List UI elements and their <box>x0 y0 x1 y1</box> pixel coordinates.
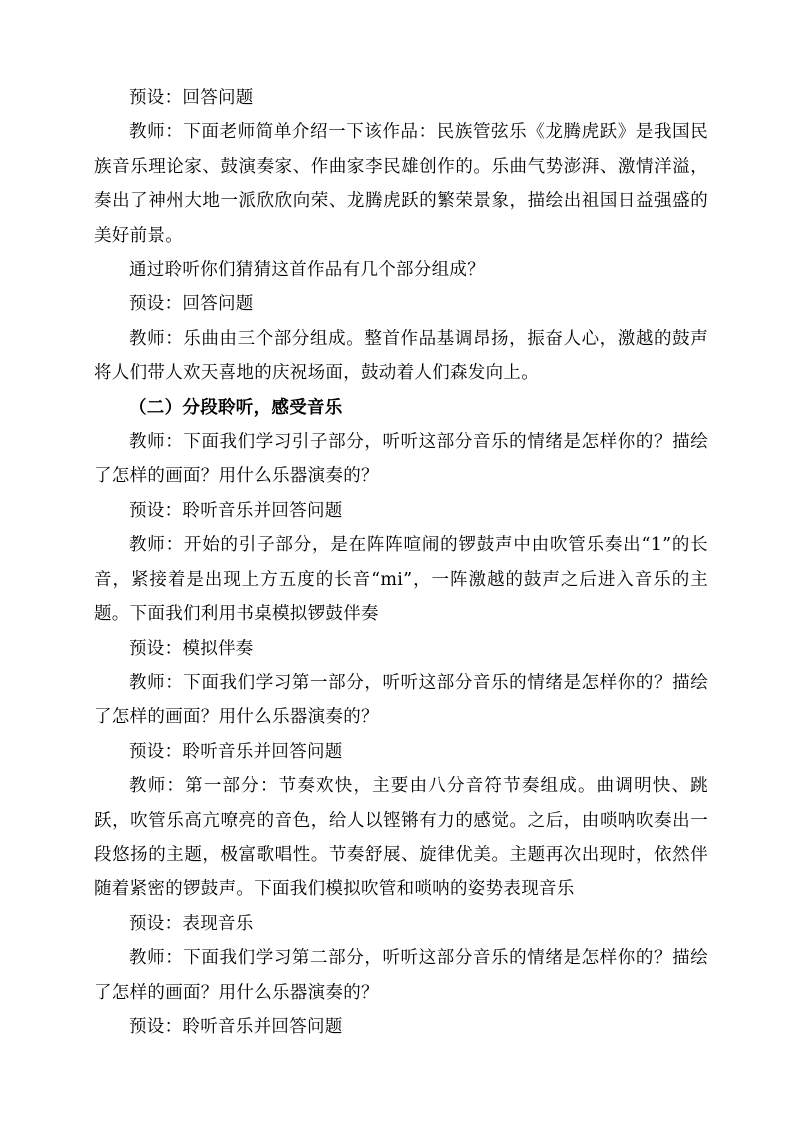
paragraph-guess-question: 通过聆听你们猜猜这首作品有几个部分组成？ <box>129 260 485 281</box>
section-heading: （二）分段聆听，感受音乐 <box>129 397 343 418</box>
paragraph-teacher-intro-part: 教师：下面我们学习引子部分，听听这部分音乐的情绪是怎样你的？描绘了怎样的画面？用什么乐器演奏的？ <box>94 432 708 487</box>
paragraph-teacher-part-one-explain: 教师：第一部分：节奏欢快，主要由八分音符节奏组成。曲调明快、跳跃，吹管乐高亢嘹亮的音色，给人以铿锵有力的感觉。之后，由唢呐吹奏出一段悠扬的主题，极富歌唱性。节奏舒展、旋律优美。主题再次出现时，依然伴随着紧密的锣鼓声。下面我们模拟吹管和唢呐的姿势表现音乐 <box>94 776 708 900</box>
document-body <box>94 81 708 1044</box>
paragraph-teacher-part-one: 教师：下面我们学习第一部分，听听这部分音乐的情绪是怎样你的？描绘了怎样的画面？用什么乐器演奏的？ <box>94 672 708 728</box>
paragraph-teacher-part-two: 教师：下面我们学习第二部分，听听这部分音乐的情绪是怎样你的？描绘了怎样的画面？用什么乐器演奏的？ <box>94 948 708 1003</box>
paragraph-preset-perform: 预设：表现音乐 <box>129 913 254 934</box>
paragraph-preset-listen-3: 预设：聆听音乐并回答问题 <box>129 1016 343 1037</box>
paragraph-preset-simulate: 预设：模拟伴奏 <box>129 638 254 659</box>
paragraph-preset-answer-2: 预设：回答问题 <box>129 294 254 315</box>
paragraph-teacher-intro: 教师：下面老师简单介绍一下该作品：民族管弦乐《龙腾虎跃》是我国民族音乐理论家、鼓演奏家、作曲家李民雄创作的。乐曲气势澎湃、激情洋溢，奏出了神州大地一派欣欣向荣、龙腾虎跃的繁荣景象，描绘出祖国日益强盛的美好前景。 <box>94 122 708 246</box>
paragraph-preset-listen-2: 预设：聆听音乐并回答问题 <box>129 741 343 762</box>
paragraph-teacher-intro-explain: 教师：开始的引子部分，是在阵阵喧闹的锣鼓声中由吹管乐奏出“1”的长音，紧接着是出现上方五度的长音“mi”，一阵激越的鼓声之后进入音乐的主题。下面我们利用书桌模拟锣鼓伴奏 <box>94 535 708 625</box>
paragraph-preset-listen-1: 预设：聆听音乐并回答问题 <box>129 500 343 521</box>
paragraph-preset-answer-1: 预设：回答问题 <box>129 88 254 108</box>
paragraph-teacher-three-parts: 教师：乐曲由三个部分组成。整首作品基调昂扬，振奋人心，激越的鼓声将人们带人欢天喜地的庆祝场面，鼓动着人们森发向上。 <box>94 328 708 384</box>
